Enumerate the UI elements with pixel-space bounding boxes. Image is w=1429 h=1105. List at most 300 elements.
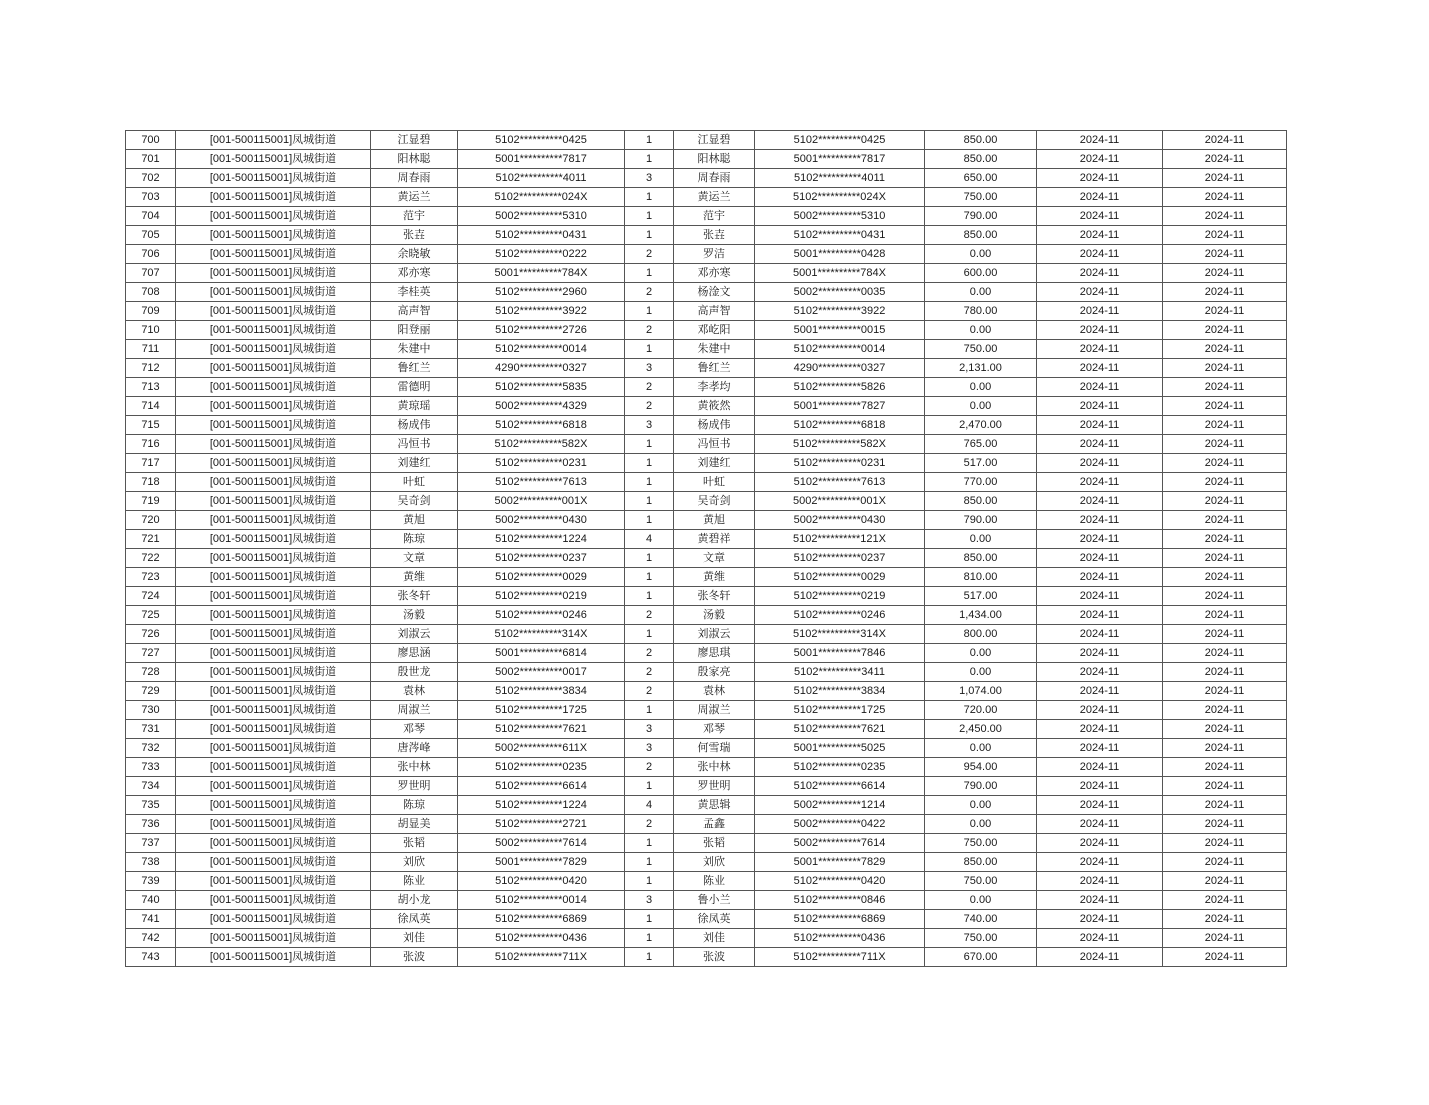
cell-district: [001-500115001]凤城街道: [176, 663, 371, 682]
cell-id: 5102**********2726: [458, 321, 625, 340]
cell-count: 3: [625, 359, 674, 378]
cell-id: 5102**********0237: [458, 549, 625, 568]
cell-district: [001-500115001]凤城街道: [176, 245, 371, 264]
cell-row-no: 725: [126, 606, 176, 625]
cell-id: 5102**********0425: [458, 131, 625, 150]
cell-month-1: 2024-11: [1037, 359, 1163, 378]
cell-month-1: 2024-11: [1037, 910, 1163, 929]
cell-row-no: 710: [126, 321, 176, 340]
cell-payee-id: 5002**********0035: [755, 283, 925, 302]
cell-amount: 750.00: [925, 872, 1037, 891]
cell-name: 刘建红: [371, 454, 458, 473]
cell-count: 2: [625, 606, 674, 625]
cell-month-2: 2024-11: [1163, 226, 1287, 245]
cell-amount: 720.00: [925, 701, 1037, 720]
cell-id: 5102**********711X: [458, 948, 625, 967]
cell-payee-id: 5102**********582X: [755, 435, 925, 454]
cell-row-no: 709: [126, 302, 176, 321]
cell-month-2: 2024-11: [1163, 948, 1287, 967]
cell-amount: 850.00: [925, 549, 1037, 568]
cell-payee-id: 5102**********0014: [755, 340, 925, 359]
table-row: [126, 929, 1287, 948]
cell-district: [001-500115001]凤城街道: [176, 625, 371, 644]
cell-row-no: 727: [126, 644, 176, 663]
cell-name: 阳登丽: [371, 321, 458, 340]
cell-district: [001-500115001]凤城街道: [176, 226, 371, 245]
cell-payee-id: 5102**********7621: [755, 720, 925, 739]
cell-payee-id: 5102**********0846: [755, 891, 925, 910]
cell-payee-id: 5002**********0430: [755, 511, 925, 530]
cell-month-1: 2024-11: [1037, 226, 1163, 245]
cell-district: [001-500115001]凤城街道: [176, 283, 371, 302]
cell-name: 高声智: [371, 302, 458, 321]
table-row: [126, 359, 1287, 378]
cell-district: [001-500115001]凤城街道: [176, 416, 371, 435]
cell-id: 5102**********024X: [458, 188, 625, 207]
cell-name: 陈业: [371, 872, 458, 891]
cell-payee-id: 5102**********3834: [755, 682, 925, 701]
cell-payee: 张波: [674, 948, 755, 967]
cell-payee: 汤毅: [674, 606, 755, 625]
cell-month-1: 2024-11: [1037, 606, 1163, 625]
cell-id: 5002**********001X: [458, 492, 625, 511]
cell-payee: 张中林: [674, 758, 755, 777]
cell-month-2: 2024-11: [1163, 511, 1287, 530]
cell-payee-id: 5102**********121X: [755, 530, 925, 549]
table-row: [126, 416, 1287, 435]
cell-month-2: 2024-11: [1163, 378, 1287, 397]
cell-district: [001-500115001]凤城街道: [176, 435, 371, 454]
cell-month-1: 2024-11: [1037, 511, 1163, 530]
cell-id: 5001**********7829: [458, 853, 625, 872]
cell-month-1: 2024-11: [1037, 682, 1163, 701]
cell-payee-id: 5001**********7827: [755, 397, 925, 416]
cell-district: [001-500115001]凤城街道: [176, 758, 371, 777]
cell-row-no: 726: [126, 625, 176, 644]
table-row: [126, 302, 1287, 321]
cell-month-1: 2024-11: [1037, 264, 1163, 283]
table-row: [126, 131, 1287, 150]
cell-payee: 黄思辑: [674, 796, 755, 815]
cell-month-1: 2024-11: [1037, 283, 1163, 302]
cell-month-2: 2024-11: [1163, 454, 1287, 473]
cell-district: [001-500115001]凤城街道: [176, 720, 371, 739]
cell-district: [001-500115001]凤城街道: [176, 131, 371, 150]
cell-month-2: 2024-11: [1163, 473, 1287, 492]
cell-name: 唐涔峰: [371, 739, 458, 758]
cell-payee: 周春雨: [674, 169, 755, 188]
cell-count: 1: [625, 435, 674, 454]
cell-payee-id: 5001**********7846: [755, 644, 925, 663]
cell-row-no: 703: [126, 188, 176, 207]
table-row: [126, 682, 1287, 701]
table-row: [126, 245, 1287, 264]
cell-name: 张韬: [371, 834, 458, 853]
cell-count: 4: [625, 530, 674, 549]
cell-name: 杨成伟: [371, 416, 458, 435]
cell-amount: 800.00: [925, 625, 1037, 644]
cell-payee: 张冬轩: [674, 587, 755, 606]
cell-district: [001-500115001]凤城街道: [176, 929, 371, 948]
cell-payee: 何雪瑞: [674, 739, 755, 758]
cell-amount: 850.00: [925, 150, 1037, 169]
cell-month-2: 2024-11: [1163, 739, 1287, 758]
cell-district: [001-500115001]凤城街道: [176, 264, 371, 283]
cell-amount: 0.00: [925, 796, 1037, 815]
cell-id: 5102**********0235: [458, 758, 625, 777]
cell-row-no: 723: [126, 568, 176, 587]
cell-amount: 0.00: [925, 739, 1037, 758]
cell-district: [001-500115001]凤城街道: [176, 321, 371, 340]
cell-month-2: 2024-11: [1163, 910, 1287, 929]
cell-name: 周春雨: [371, 169, 458, 188]
table-row: [126, 188, 1287, 207]
cell-amount: 0.00: [925, 378, 1037, 397]
cell-payee: 徐凤英: [674, 910, 755, 929]
cell-payee-id: 5102**********6614: [755, 777, 925, 796]
cell-month-2: 2024-11: [1163, 587, 1287, 606]
table-row: [126, 435, 1287, 454]
table-row: [126, 169, 1287, 188]
cell-district: [001-500115001]凤城街道: [176, 188, 371, 207]
table-row: [126, 815, 1287, 834]
table-row: [126, 321, 1287, 340]
cell-month-1: 2024-11: [1037, 549, 1163, 568]
cell-id: 5102**********2721: [458, 815, 625, 834]
cell-month-1: 2024-11: [1037, 435, 1163, 454]
cell-name: 阳林聪: [371, 150, 458, 169]
cell-row-no: 721: [126, 530, 176, 549]
cell-month-1: 2024-11: [1037, 397, 1163, 416]
cell-count: 3: [625, 416, 674, 435]
cell-row-no: 730: [126, 701, 176, 720]
cell-month-1: 2024-11: [1037, 245, 1163, 264]
table-row: [126, 492, 1287, 511]
cell-month-1: 2024-11: [1037, 321, 1163, 340]
cell-month-1: 2024-11: [1037, 796, 1163, 815]
cell-district: [001-500115001]凤城街道: [176, 853, 371, 872]
cell-row-no: 733: [126, 758, 176, 777]
cell-month-2: 2024-11: [1163, 777, 1287, 796]
cell-count: 1: [625, 948, 674, 967]
cell-amount: 780.00: [925, 302, 1037, 321]
cell-month-2: 2024-11: [1163, 397, 1287, 416]
cell-month-1: 2024-11: [1037, 587, 1163, 606]
table-row: [126, 207, 1287, 226]
cell-payee: 杨成伟: [674, 416, 755, 435]
cell-payee: 廖思琪: [674, 644, 755, 663]
cell-count: 1: [625, 150, 674, 169]
table-row: [126, 625, 1287, 644]
cell-district: [001-500115001]凤城街道: [176, 359, 371, 378]
cell-id: 5102**********6818: [458, 416, 625, 435]
cell-id: 5001**********7817: [458, 150, 625, 169]
cell-row-no: 722: [126, 549, 176, 568]
cell-district: [001-500115001]凤城街道: [176, 302, 371, 321]
cell-payee: 阳林聪: [674, 150, 755, 169]
cell-month-1: 2024-11: [1037, 815, 1163, 834]
cell-count: 2: [625, 397, 674, 416]
cell-payee-id: 5102**********314X: [755, 625, 925, 644]
cell-month-1: 2024-11: [1037, 378, 1163, 397]
cell-name: 吴奇剑: [371, 492, 458, 511]
cell-id: 5102**********0222: [458, 245, 625, 264]
cell-payee-id: 5102**********0231: [755, 454, 925, 473]
cell-amount: 2,470.00: [925, 416, 1037, 435]
table-row: [126, 948, 1287, 967]
cell-row-no: 736: [126, 815, 176, 834]
cell-count: 1: [625, 701, 674, 720]
cell-payee: 刘欣: [674, 853, 755, 872]
cell-id: 5102**********1224: [458, 796, 625, 815]
cell-payee-id: 5102**********5826: [755, 378, 925, 397]
cell-district: [001-500115001]凤城街道: [176, 815, 371, 834]
cell-count: 1: [625, 340, 674, 359]
cell-month-2: 2024-11: [1163, 853, 1287, 872]
cell-district: [001-500115001]凤城街道: [176, 511, 371, 530]
cell-row-no: 741: [126, 910, 176, 929]
cell-district: [001-500115001]凤城街道: [176, 454, 371, 473]
cell-month-2: 2024-11: [1163, 416, 1287, 435]
cell-month-2: 2024-11: [1163, 720, 1287, 739]
cell-count: 3: [625, 739, 674, 758]
cell-month-2: 2024-11: [1163, 264, 1287, 283]
cell-count: 1: [625, 549, 674, 568]
cell-name: 文章: [371, 549, 458, 568]
cell-payee-id: 5102**********0029: [755, 568, 925, 587]
table-row: [126, 473, 1287, 492]
cell-amount: 790.00: [925, 207, 1037, 226]
cell-amount: 850.00: [925, 492, 1037, 511]
cell-name: 廖思涵: [371, 644, 458, 663]
cell-row-no: 705: [126, 226, 176, 245]
cell-amount: 1,074.00: [925, 682, 1037, 701]
cell-row-no: 720: [126, 511, 176, 530]
cell-amount: 517.00: [925, 454, 1037, 473]
cell-id: 5002**********4329: [458, 397, 625, 416]
cell-name: 汤毅: [371, 606, 458, 625]
cell-id: 5102**********0014: [458, 891, 625, 910]
cell-payee: 刘建红: [674, 454, 755, 473]
cell-row-no: 742: [126, 929, 176, 948]
cell-month-1: 2024-11: [1037, 644, 1163, 663]
cell-amount: 0.00: [925, 530, 1037, 549]
cell-month-1: 2024-11: [1037, 720, 1163, 739]
cell-payee-id: 5001**********0428: [755, 245, 925, 264]
cell-row-no: 708: [126, 283, 176, 302]
cell-row-no: 716: [126, 435, 176, 454]
cell-month-1: 2024-11: [1037, 948, 1163, 967]
cell-district: [001-500115001]凤城街道: [176, 644, 371, 663]
cell-name: 黄运兰: [371, 188, 458, 207]
cell-district: [001-500115001]凤城街道: [176, 473, 371, 492]
cell-payee: 袁林: [674, 682, 755, 701]
cell-id: 5102**********7613: [458, 473, 625, 492]
cell-month-2: 2024-11: [1163, 245, 1287, 264]
cell-name: 张壵: [371, 226, 458, 245]
table-row: [126, 454, 1287, 473]
cell-amount: 0.00: [925, 397, 1037, 416]
table-row: [126, 568, 1287, 587]
cell-payee-id: 5002**********0422: [755, 815, 925, 834]
cell-count: 1: [625, 929, 674, 948]
cell-name: 刘淑云: [371, 625, 458, 644]
cell-month-2: 2024-11: [1163, 321, 1287, 340]
cell-payee: 李孝均: [674, 378, 755, 397]
cell-payee: 张壵: [674, 226, 755, 245]
cell-id: 5102**********0029: [458, 568, 625, 587]
table-row: [126, 720, 1287, 739]
cell-month-1: 2024-11: [1037, 758, 1163, 777]
cell-district: [001-500115001]凤城街道: [176, 530, 371, 549]
cell-name: 雷德明: [371, 378, 458, 397]
cell-month-1: 2024-11: [1037, 625, 1163, 644]
cell-id: 5001**********784X: [458, 264, 625, 283]
cell-row-no: 743: [126, 948, 176, 967]
table-row: [126, 701, 1287, 720]
cell-row-no: 714: [126, 397, 176, 416]
cell-month-2: 2024-11: [1163, 834, 1287, 853]
cell-month-2: 2024-11: [1163, 302, 1287, 321]
cell-amount: 770.00: [925, 473, 1037, 492]
cell-payee: 张韬: [674, 834, 755, 853]
cell-month-2: 2024-11: [1163, 207, 1287, 226]
cell-district: [001-500115001]凤城街道: [176, 340, 371, 359]
cell-id: 4290**********0327: [458, 359, 625, 378]
table-row: [126, 397, 1287, 416]
cell-id: 5102**********0219: [458, 587, 625, 606]
cell-id: 5102**********3834: [458, 682, 625, 701]
cell-row-no: 719: [126, 492, 176, 511]
cell-amount: 750.00: [925, 834, 1037, 853]
cell-month-1: 2024-11: [1037, 929, 1163, 948]
cell-amount: 600.00: [925, 264, 1037, 283]
cell-district: [001-500115001]凤城街道: [176, 739, 371, 758]
cell-count: 1: [625, 131, 674, 150]
cell-district: [001-500115001]凤城街道: [176, 910, 371, 929]
cell-month-2: 2024-11: [1163, 283, 1287, 302]
cell-name: 冯恒书: [371, 435, 458, 454]
cell-month-2: 2024-11: [1163, 169, 1287, 188]
cell-count: 2: [625, 644, 674, 663]
cell-payee: 黄碧祥: [674, 530, 755, 549]
cell-count: 1: [625, 492, 674, 511]
cell-district: [001-500115001]凤城街道: [176, 207, 371, 226]
cell-count: 2: [625, 245, 674, 264]
table-row: [126, 834, 1287, 853]
cell-name: 胡显美: [371, 815, 458, 834]
cell-name: 余晓敏: [371, 245, 458, 264]
cell-payee: 叶虹: [674, 473, 755, 492]
cell-name: 朱建中: [371, 340, 458, 359]
cell-month-2: 2024-11: [1163, 872, 1287, 891]
cell-payee-id: 5102**********0246: [755, 606, 925, 625]
cell-payee: 冯恒书: [674, 435, 755, 454]
cell-name: 殷世龙: [371, 663, 458, 682]
cell-amount: 1,434.00: [925, 606, 1037, 625]
cell-row-no: 701: [126, 150, 176, 169]
cell-amount: 790.00: [925, 511, 1037, 530]
cell-name: 刘欣: [371, 853, 458, 872]
cell-payee: 黄维: [674, 568, 755, 587]
cell-count: 1: [625, 188, 674, 207]
cell-payee-id: 5102**********0436: [755, 929, 925, 948]
cell-id: 5102**********0014: [458, 340, 625, 359]
cell-id: 5102**********0436: [458, 929, 625, 948]
cell-id: 5002**********7614: [458, 834, 625, 853]
cell-amount: 750.00: [925, 340, 1037, 359]
cell-payee: 罗世明: [674, 777, 755, 796]
cell-payee-id: 5001**********7829: [755, 853, 925, 872]
cell-month-2: 2024-11: [1163, 549, 1287, 568]
cell-month-2: 2024-11: [1163, 435, 1287, 454]
cell-district: [001-500115001]凤城街道: [176, 834, 371, 853]
cell-name: 邓亦寒: [371, 264, 458, 283]
cell-amount: 650.00: [925, 169, 1037, 188]
cell-payee-id: 5102**********0219: [755, 587, 925, 606]
cell-amount: 750.00: [925, 188, 1037, 207]
table-row: [126, 872, 1287, 891]
cell-month-2: 2024-11: [1163, 758, 1287, 777]
cell-payee: 高声智: [674, 302, 755, 321]
cell-payee: 陈业: [674, 872, 755, 891]
cell-id: 5002**********0430: [458, 511, 625, 530]
cell-count: 1: [625, 853, 674, 872]
cell-id: 5102**********0420: [458, 872, 625, 891]
cell-payee-id: 5102**********3411: [755, 663, 925, 682]
cell-month-2: 2024-11: [1163, 188, 1287, 207]
cell-payee-id: 5001**********5025: [755, 739, 925, 758]
cell-name: 邓琴: [371, 720, 458, 739]
cell-row-no: 735: [126, 796, 176, 815]
cell-row-no: 734: [126, 777, 176, 796]
cell-count: 1: [625, 207, 674, 226]
cell-month-1: 2024-11: [1037, 777, 1163, 796]
table-row: [126, 264, 1287, 283]
cell-name: 李桂英: [371, 283, 458, 302]
cell-name: 张波: [371, 948, 458, 967]
cell-month-2: 2024-11: [1163, 929, 1287, 948]
cell-row-no: 700: [126, 131, 176, 150]
table-row: [126, 283, 1287, 302]
cell-id: 5102**********0231: [458, 454, 625, 473]
cell-row-no: 731: [126, 720, 176, 739]
cell-name: 刘佳: [371, 929, 458, 948]
cell-name: 周淑兰: [371, 701, 458, 720]
cell-row-no: 712: [126, 359, 176, 378]
cell-amount: 790.00: [925, 777, 1037, 796]
table-row: [126, 910, 1287, 929]
cell-count: 1: [625, 473, 674, 492]
cell-payee: 鲁红兰: [674, 359, 755, 378]
cell-amount: 850.00: [925, 853, 1037, 872]
cell-amount: 0.00: [925, 891, 1037, 910]
cell-name: 江显碧: [371, 131, 458, 150]
table-row: [126, 511, 1287, 530]
cell-month-2: 2024-11: [1163, 340, 1287, 359]
cell-district: [001-500115001]凤城街道: [176, 378, 371, 397]
table-body: [126, 131, 1287, 967]
cell-payee-id: 5001**********0015: [755, 321, 925, 340]
cell-row-no: 713: [126, 378, 176, 397]
cell-row-no: 704: [126, 207, 176, 226]
cell-district: [001-500115001]凤城街道: [176, 891, 371, 910]
cell-row-no: 724: [126, 587, 176, 606]
cell-district: [001-500115001]凤城街道: [176, 948, 371, 967]
cell-month-2: 2024-11: [1163, 815, 1287, 834]
cell-row-no: 738: [126, 853, 176, 872]
cell-name: 袁林: [371, 682, 458, 701]
